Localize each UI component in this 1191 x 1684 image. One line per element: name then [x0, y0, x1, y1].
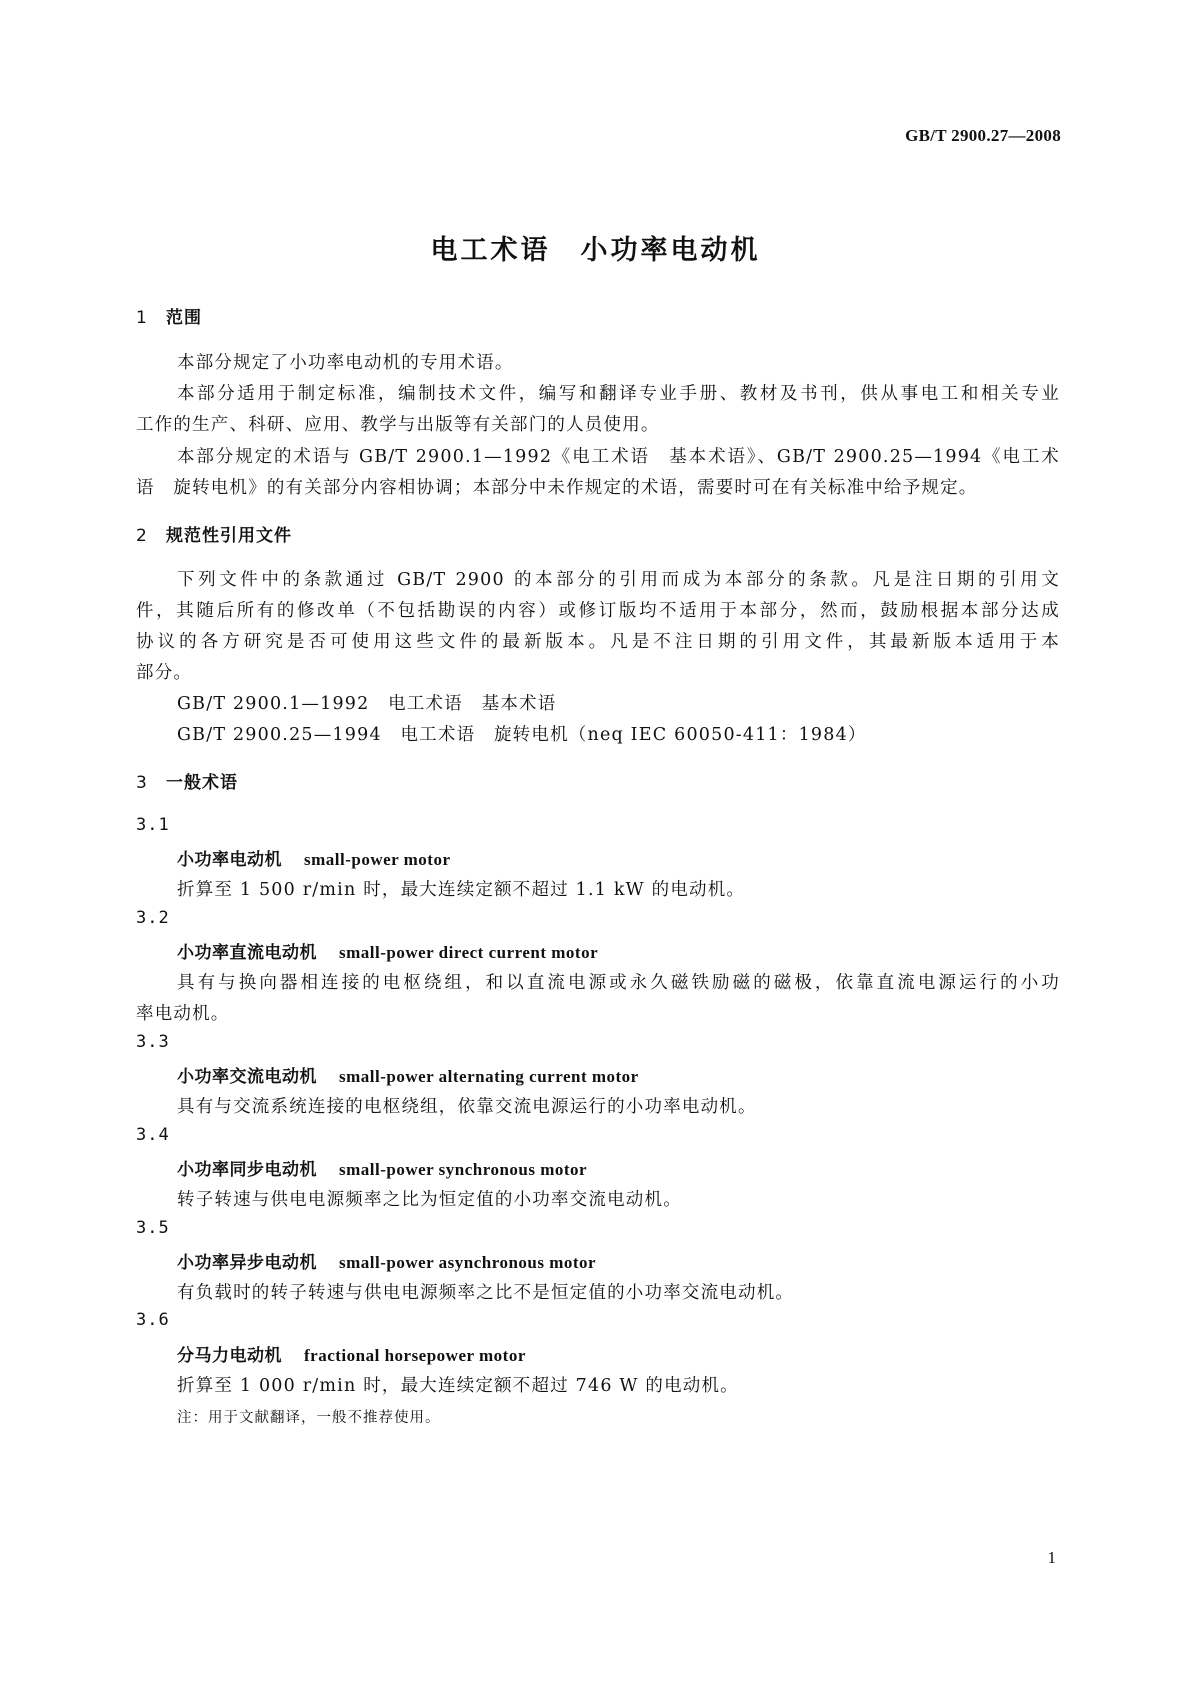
- section-number: 2: [136, 526, 148, 546]
- section-number: 3: [136, 773, 148, 793]
- term-note: 注：用于文献翻译，一般不推荐使用。: [177, 1410, 441, 1426]
- term-number: 3.1: [136, 815, 170, 835]
- term-heading: [177, 938, 598, 963]
- term-heading: [177, 845, 451, 870]
- section-number: 1: [136, 308, 148, 328]
- section-title: 规范性引用文件: [166, 526, 292, 546]
- paragraph: 本部分规定了小功率电动机的专用术语。: [177, 353, 514, 373]
- term-zh: 小功率异步电动机: [177, 1253, 317, 1273]
- term-en: fractional horsepower motor: [304, 1346, 526, 1365]
- term-definition: 有负载时的转子转速与供电电源频率之比不是恒定值的小功率交流电动机。: [177, 1283, 795, 1303]
- section-title: 范围: [166, 308, 202, 328]
- standard-number: GB/T 2900.27—2008: [905, 126, 1061, 145]
- term-en: small-power motor: [304, 850, 451, 869]
- term-zh: 小功率同步电动机: [177, 1160, 317, 1180]
- term-definition: 率电动机。: [136, 1004, 230, 1024]
- term-number: 3.4: [136, 1125, 170, 1145]
- paragraph: 语 旋转电机》的有关部分内容相协调；本部分中未作规定的术语，需要时可在有关标准中给予规定。: [136, 478, 978, 498]
- paragraph: 协议的各方研究是否可使用这些文件的最新版本。凡是不注日期的引用文件，其最新版本适用于本: [136, 632, 1060, 652]
- term-definition: 具有与换向器相连接的电枢绕组，和以直流电源或永久磁铁励磁的磁极，依靠直流电源运行的小功: [177, 973, 1060, 993]
- term-heading: [177, 1341, 526, 1366]
- paragraph: 本部分适用于制定标准，编制技术文件，编写和翻译专业手册、教材及书刊，供从事电工和相关专业: [177, 384, 1060, 404]
- term-en: small-power alternating current motor: [339, 1067, 639, 1086]
- term-heading: [177, 1155, 587, 1180]
- section-title: 一般术语: [166, 773, 238, 793]
- term-definition: 折算至 1 000 r/min 时，最大连续定额不超过 746 W 的电动机。: [177, 1376, 739, 1396]
- paragraph: 本部分规定的术语与 GB/T 2900.1—1992《电工术语 基本术语》、GB/T 2900.25—1994《电工术: [177, 447, 1060, 467]
- term-en: small-power synchronous motor: [339, 1160, 588, 1179]
- term-heading: [177, 1062, 639, 1087]
- term-en: small-power direct current motor: [339, 943, 599, 962]
- term-number: 3.2: [136, 908, 170, 928]
- term-number: 3.6: [136, 1310, 170, 1330]
- term-zh: 小功率电动机: [177, 850, 282, 870]
- page-title: 电工术语 小功率电动机: [430, 235, 761, 266]
- section-1-heading: [136, 303, 202, 328]
- term-definition: 折算至 1 500 r/min 时，最大连续定额不超过 1.1 kW 的电动机。: [177, 880, 746, 900]
- paragraph: 部分。: [136, 663, 193, 683]
- section-3-heading: [136, 768, 238, 793]
- term-zh: 分马力电动机: [177, 1346, 282, 1366]
- term-number: 3.3: [136, 1032, 170, 1052]
- term-definition: 具有与交流系统连接的电枢绕组，依靠交流电源运行的小功率电动机。: [177, 1097, 757, 1117]
- paragraph: 下列文件中的条款通过 GB/T 2900 的本部分的引用而成为本部分的条款。凡是注日期的引用文: [177, 570, 1060, 590]
- term-zh: 小功率交流电动机: [177, 1067, 317, 1087]
- term-definition: 转子转速与供电电源频率之比为恒定值的小功率交流电动机。: [177, 1190, 682, 1210]
- term-heading: [177, 1248, 596, 1273]
- paragraph: 工作的生产、科研、应用、教学与出版等有关部门的人员使用。: [136, 415, 660, 435]
- term-number: 3.5: [136, 1218, 170, 1238]
- reference-item: GB/T 2900.25—1994 电工术语 旋转电机（neq IEC 60050-411：1984）: [177, 725, 867, 745]
- section-2-heading: [136, 521, 292, 546]
- term-zh: 小功率直流电动机: [177, 943, 317, 963]
- paragraph: 件，其随后所有的修改单（不包括勘误的内容）或修订版均不适用于本部分，然而，鼓励根据本部分达成: [136, 601, 1060, 621]
- page-number: 1: [1047, 1548, 1056, 1567]
- term-en: small-power asynchronous motor: [339, 1253, 597, 1272]
- reference-item: GB/T 2900.1—1992 电工术语 基本术语: [177, 694, 557, 714]
